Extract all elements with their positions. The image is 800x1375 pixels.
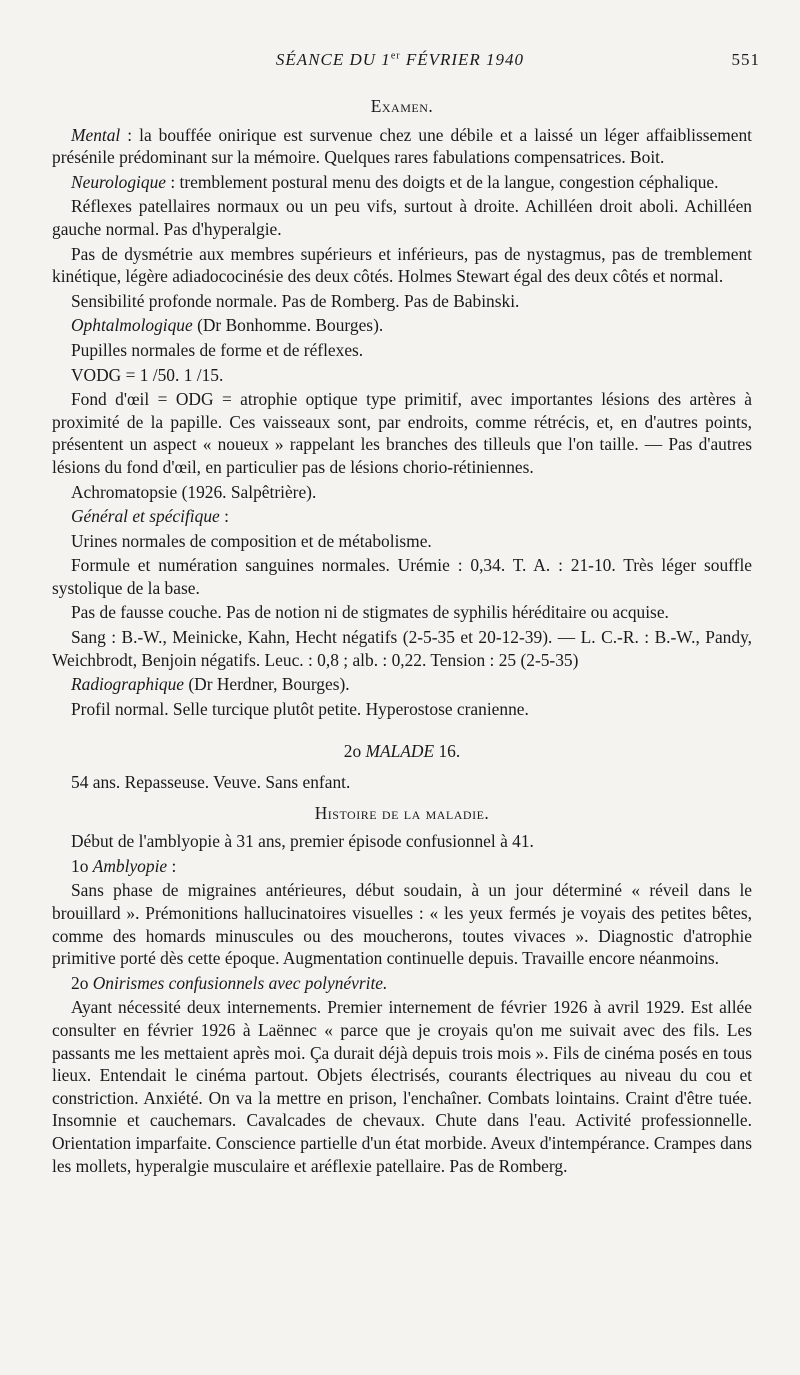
- paragraph-onirismes-heading: 2o Onirismes confusionnels avec polynévrite.: [71, 972, 388, 993]
- paragraph-achromatopsie: Achromatopsie (1926. Salpêtrière).: [71, 481, 317, 502]
- section-heading-malade: 2o MALADE 16.: [343, 741, 461, 762]
- paragraph-fausse-couche: Pas de fausse couche. Pas de notion ni de stigmates de syphilis héréditaire ou acquise.: [71, 602, 669, 623]
- section-heading-examen: Examen.: [370, 96, 434, 116]
- paragraph-ayant: Ayant nécessité deux internements. Premier internement de février 1926 à avril 1929. Est allée consulter en février 1926 à Laënnec « parce que je croyais qu'on me suivait avec des fils. Les passants me les mettaient après moi. Ça durait déjà depuis trois mois ». Fils de cinéma posés en tous lieux. Entendait le cinéma partout. Objets électrisés, courants électriques au niveau du cou et constriction. Anxiété. On va la mettre en prison, l'enchaîner. Combats lointains. Craint d'être tuée. Insomnie et cauchemars. Cavalcades de chevaux. Chute dans l'eau. Activité professionnelle. Orientation imparfaite. Conscience partielle d'un état morbide. Aveux d'intempérance. Crampes dans les mollets, hyperalgie musculaire et aréflexie patellaire. Pas de Romberg.: [52, 997, 752, 1176]
- paragraph-general: Général et spécifique :: [71, 506, 229, 527]
- paragraph-radiographique: Radiographique (Dr Herdner, Bourges).: [71, 674, 350, 695]
- running-title: SÉANCE DU 1er FÉVRIER 1940: [275, 50, 525, 69]
- paragraph-sensibilite: Sensibilité profonde normale. Pas de Romberg. Pas de Babinski.: [71, 290, 520, 311]
- paragraph-mental: Mental : la bouffée onirique est survenue chez une débile et a laissé un léger affaiblissement présénile prédominant sur la mémoire. Quelques rares fabulations compensatrices. Boit.: [52, 124, 752, 168]
- paragraph-ophtalmologique: Ophtalmologique (Dr Bonhomme. Bourges).: [71, 315, 384, 336]
- paragraph-dysmetrie: Pas de dysmétrie aux membres supérieurs et inférieurs, pas de nystagmus, pas de tremblement kinétique, légère adiadococinésie des deux côtés. Holmes Stewart égal des deux côtés et normal.: [52, 243, 752, 287]
- body-text: [52, 95, 752, 1179]
- paragraph-pupilles: Pupilles normales de forme et de réflexes.: [71, 339, 364, 360]
- paragraph-formule: Formule et numération sanguines normales. Urémie : 0,34. T. A. : 21-10. Très léger souffle systolique de la base.: [52, 555, 752, 598]
- paragraph-reflexes: Réflexes patellaires normaux ou un peu vifs, surtout à droite. Achilléen droit aboli. Achilléen gauche normal. Pas d'hyperalgie.: [52, 196, 752, 239]
- paragraph-vodg: VODG = 1 /50. 1 /15.: [71, 364, 224, 385]
- paragraph-urines: Urines normales de composition et de métabolisme.: [71, 530, 432, 551]
- paragraph-age: 54 ans. Repasseuse. Veuve. Sans enfant.: [71, 772, 351, 793]
- paragraph-fond-oeil: Fond d'œil = ODG = atrophie optique type primitif, avec importantes lésions des artères à proximité de la papille. Ces vaisseaux sont, par endroits, comme rétrécis, et, en d'autres points, présentent un aspect « noueux » rappelant les branches des tilleuls que l'on taille. — Pas d'autres lésions du fond d'œil, en particulier pas de lésions chorio-rétiniennes.: [52, 389, 752, 477]
- paragraph-amblyopie-heading: 1o Amblyopie :: [71, 855, 177, 876]
- paragraph-sang: Sang : B.-W., Meinicke, Kahn, Hecht négatifs (2-5-35 et 20-12-39). — L. C.-R. : B.-W., Pandy, Weichbrodt, Benjoin négatifs. Leuc. : 0,8 ; alb. : 0,22. Tension : 25 (2-5-35): [52, 627, 752, 670]
- paragraph-sans-phase: Sans phase de migraines antérieures, début soudain, à un jour déterminé « réveil dans le brouillard ». Prémonitions hallucinatoires visuelles : « les yeux fermés je voyais des petites bêtes, comme des homards minuscules ou des moucherons, toutes vivaces ». Diagnostic d'atrophie primitive porté dès cette époque. Augmentation continuelle depuis. Travaille encore néanmoins.: [52, 880, 752, 969]
- paragraph-debut: Début de l'amblyopie à 31 ans, premier épisode confusionnel à 41.: [71, 831, 534, 852]
- section-heading-histoire: Histoire de la maladie.: [314, 802, 490, 823]
- page-number: 551: [731, 50, 760, 69]
- paragraph-profil: Profil normal. Selle turcique plutôt petite. Hyperostose cranienne.: [71, 698, 529, 719]
- paragraph-neurologique: Neurologique : tremblement postural menu des doigts et de la langue, congestion céphalique.: [71, 171, 719, 192]
